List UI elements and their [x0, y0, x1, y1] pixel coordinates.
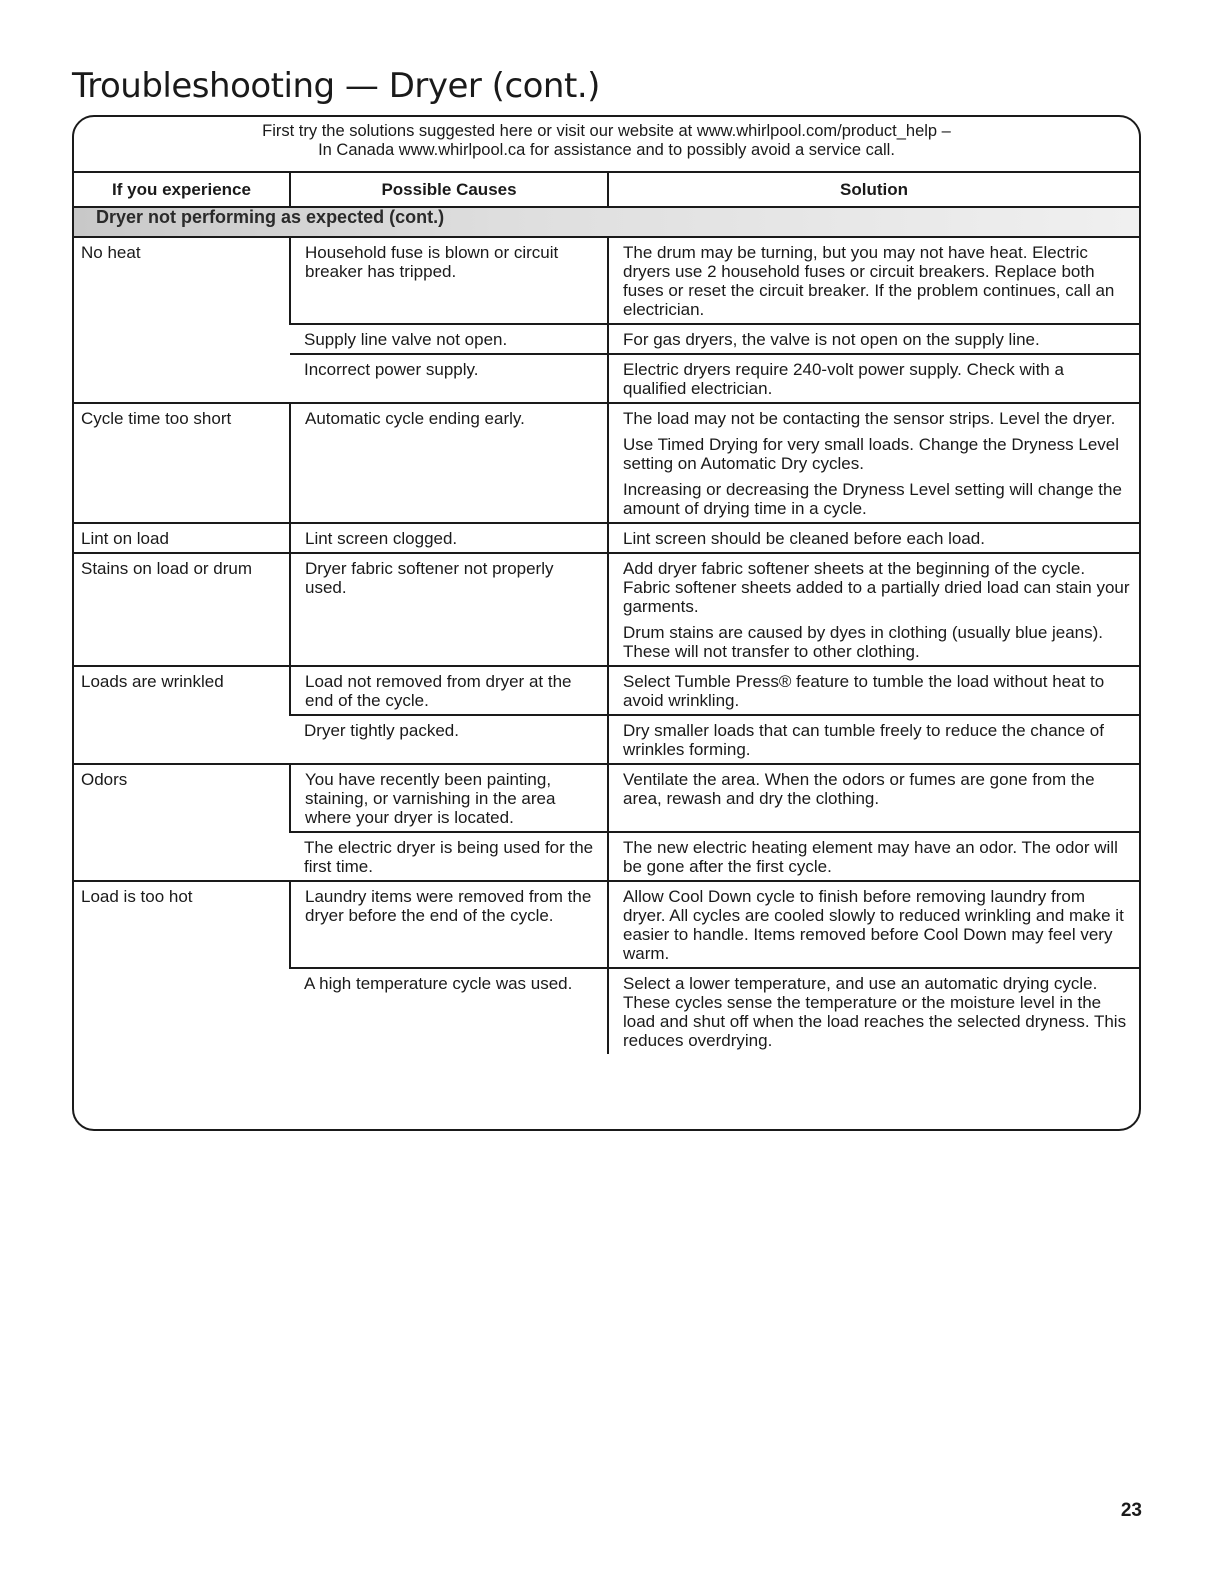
table-row: [74, 881, 1139, 968]
cause-cell: Lint screen clogged.: [290, 523, 608, 553]
solution-text: The new electric heating element may have an odor. The odor will be gone after the first cycle.: [623, 838, 1118, 876]
solution-text: Add dryer fabric softener sheets at the beginning of the cycle. Fabric softener sheets added to a partially dried load can stain your garments.: [623, 559, 1130, 616]
table-header-row: [74, 173, 1139, 207]
section-heading: Dryer not performing as expected (cont.): [74, 207, 1139, 237]
solution-cell: [608, 881, 1139, 968]
table-row: [74, 237, 1139, 324]
table-row: [74, 523, 1139, 553]
cause-cell: Household fuse is blown or circuit breaker has tripped.: [290, 237, 608, 324]
table-row: [74, 553, 1139, 666]
solution-text: The drum may be turning, but you may not have heat. Electric dryers use 2 household fuses or circuit breakers. Replace both fuses or reset the circuit breaker. If the problem continues, call an electrician.: [623, 243, 1115, 319]
solution-text: Increasing or decreasing the Dryness Level setting will change the amount of drying time in a cycle.: [623, 480, 1122, 518]
solution-text: Lint screen should be cleaned before each load.: [623, 529, 985, 548]
experience-cell: Load is too hot: [74, 881, 290, 1054]
cause-cell: Dryer fabric softener not properly used.: [290, 553, 608, 666]
solution-cell: [608, 403, 1139, 523]
experience-cell: Loads are wrinkled: [74, 666, 290, 764]
solution-text: Drum stains are caused by dyes in clothing (usually blue jeans). These will not transfer to other clothing.: [623, 623, 1104, 661]
cause-cell: You have recently been painting, staining, or varnishing in the area where your dryer is located.: [290, 764, 608, 832]
solution-text: The load may not be contacting the sensor strips. Level the dryer.: [623, 409, 1116, 428]
cause-cell: Incorrect power supply.: [290, 354, 608, 403]
section-heading-row: [74, 207, 1139, 237]
solution-text: Allow Cool Down cycle to finish before removing laundry from dryer. All cycles are cooled slowly to reduced wrinkling and make it easier to handle. Items removed before Cool Down may feel very warm.: [623, 887, 1124, 963]
table-row: [74, 666, 1139, 715]
experience-cell: No heat: [74, 237, 290, 403]
troubleshooting-panel: [72, 115, 1141, 1131]
intro-line-2: In Canada www.whirlpool.ca for assistance and to possibly avoid a service call.: [318, 141, 895, 159]
solution-cell: [608, 523, 1139, 553]
solution-text: For gas dryers, the valve is not open on the supply line.: [623, 330, 1040, 349]
solution-cell: [608, 354, 1139, 403]
solution-text: Use Timed Drying for very small loads. Change the Dryness Level setting on Automatic Dry cycles.: [623, 435, 1120, 473]
page-title: Troubleshooting — Dryer (cont.): [72, 66, 600, 106]
intro-line-1: First try the solutions suggested here or visit our website at www.whirlpool.com/product_help –: [262, 122, 951, 140]
header-solution: Solution: [608, 173, 1139, 207]
header-experience: If you experience: [74, 173, 290, 207]
experience-cell: Odors: [74, 764, 290, 881]
solution-text: Select a lower temperature, and use an automatic drying cycle. These cycles sense the temperature or the moisture level in the load and shut off when the load reaches the selected dryness. This reduces overdrying.: [623, 974, 1127, 1050]
table-row: [74, 403, 1139, 523]
cause-cell: Dryer tightly packed.: [290, 715, 608, 764]
table-row: [74, 764, 1139, 832]
cause-cell: Laundry items were removed from the dryer before the end of the cycle.: [290, 881, 608, 968]
cause-cell: Load not removed from dryer at the end of the cycle.: [290, 666, 608, 715]
experience-cell: Stains on load or drum: [74, 553, 290, 666]
solution-cell: [608, 968, 1139, 1054]
solution-text: Electric dryers require 240-volt power supply. Check with a qualified electrician.: [623, 360, 1064, 398]
solution-cell: [608, 715, 1139, 764]
experience-cell: Lint on load: [74, 523, 290, 553]
solution-cell: [608, 832, 1139, 881]
solution-cell: [608, 764, 1139, 832]
solution-text: Select Tumble Press® feature to tumble the load without heat to avoid wrinkling.: [623, 672, 1105, 710]
cause-cell: The electric dryer is being used for the first time.: [290, 832, 608, 881]
page-number: 23: [1120, 1500, 1142, 1521]
solution-text: Dry smaller loads that can tumble freely to reduce the chance of wrinkles forming.: [623, 721, 1104, 759]
cause-cell: Supply line valve not open.: [290, 324, 608, 354]
solution-cell: [608, 324, 1139, 354]
cause-cell: Automatic cycle ending early.: [290, 403, 608, 523]
intro-note: [74, 117, 1139, 173]
solution-cell: [608, 553, 1139, 666]
cause-cell: A high temperature cycle was used.: [290, 968, 608, 1054]
header-causes: Possible Causes: [290, 173, 608, 207]
experience-cell: Cycle time too short: [74, 403, 290, 523]
solution-cell: [608, 666, 1139, 715]
troubleshooting-table: [74, 173, 1139, 1054]
solution-text: Ventilate the area. When the odors or fumes are gone from the area, rewash and dry the clothing.: [623, 770, 1095, 808]
solution-cell: [608, 237, 1139, 324]
